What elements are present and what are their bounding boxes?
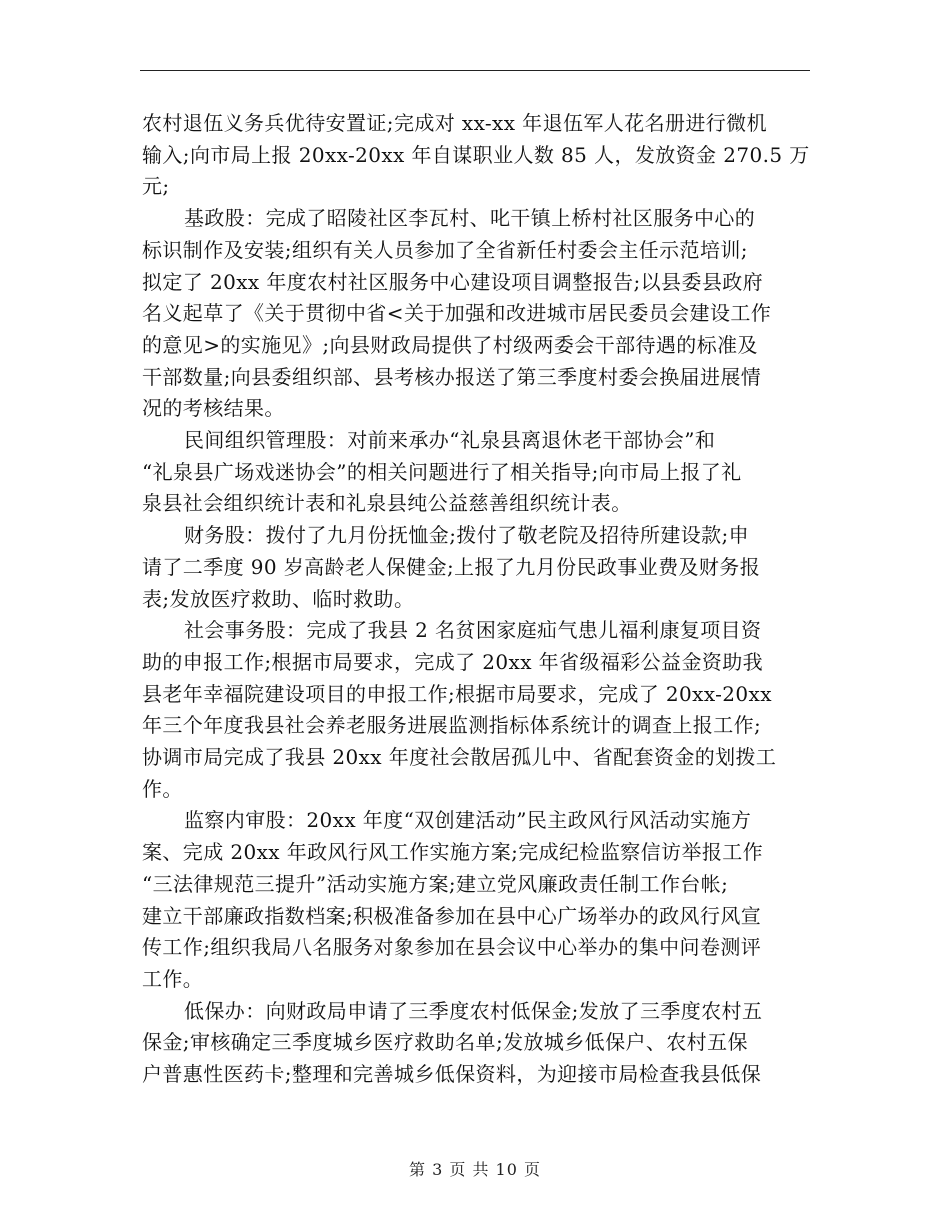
paragraph-shehui bbox=[142, 615, 812, 805]
text-line: 名义起草了《关于贯彻中省<关于加强和改进城市居民委员会建设工作 bbox=[142, 301, 772, 326]
page-footer bbox=[0, 1157, 950, 1180]
text-line: 保金;审核确定三季度城乡医疗救助名单;发放城乡低保户、农村五保 bbox=[142, 1030, 748, 1055]
text-line: 社会事务股：完成了我县 2 名贫困家庭疝气患儿福利康复项目资 bbox=[184, 618, 762, 643]
text-line: 干部数量;向县委组织部、县考核办报送了第三季度村委会换届进展情 bbox=[142, 364, 762, 389]
text-line: 况的考核结果。 bbox=[142, 396, 285, 421]
paragraph-dibao bbox=[142, 996, 812, 1091]
page-number: 第 3 页 共 10 页 bbox=[409, 1160, 541, 1179]
text-line: 泉县社会组织统计表和礼泉县纯公益慈善组织统计表。 bbox=[142, 491, 632, 516]
text-line: 的意见>的实施见》;向县财政局提供了村级两委会干部待遇的标准及 bbox=[142, 332, 758, 357]
text-line: 输入;向市局上报 20xx-20xx 年自谋职业人数 85 人，发放资金 270.5 万 bbox=[142, 142, 810, 167]
paragraph-caiwu bbox=[142, 520, 812, 615]
text-line: 助的申报工作;根据市局要求，完成了 20xx 年省级福彩公益金资助我 bbox=[142, 649, 764, 674]
text-line: 监察内审股：20xx 年度“双创建活动”民主政风行风活动实施方 bbox=[184, 808, 752, 833]
text-line: 民间组织管理股：对前来承办“礼泉县离退休老干部协会”和 bbox=[184, 428, 716, 453]
header-rule bbox=[140, 70, 810, 71]
text-line: 财务股：拨付了九月份抚恤金;拨付了敬老院及招待所建设款;申 bbox=[184, 523, 750, 548]
text-line: 表;发放医疗救助、临时救助。 bbox=[142, 586, 415, 611]
text-line: 标识制作及安装;组织有关人员参加了全省新任村委会主任示范培训; bbox=[142, 237, 748, 262]
paragraph-jizheng bbox=[142, 203, 812, 425]
text-line: 户普惠性医药卡;整理和完善城乡低保资料，为迎接市局检查我县低保 bbox=[142, 1062, 762, 1087]
text-line: 案、完成 20xx 年政风行风工作实施方案;完成纪检监察信访举报工作 bbox=[142, 840, 764, 865]
text-line: 请了二季度 90 岁高龄老人保健金;上报了九月份民政事业费及财务报 bbox=[142, 554, 761, 579]
text-line: “三法律规范三提升”活动实施方案;建立党风廉政责任制工作台帐; bbox=[142, 871, 729, 896]
text-line: 协调市局完成了我县 20xx 年度社会散居孤儿中、省配套资金的划拨工 bbox=[142, 745, 777, 770]
text-line: 低保办：向财政局申请了三季度农村低保金;发放了三季度农村五 bbox=[184, 998, 763, 1023]
text-line: 工作。 bbox=[142, 966, 204, 991]
document-body bbox=[142, 108, 812, 1091]
text-line: 拟定了 20xx 年度农村社区服务中心建设项目调整报告;以县委县政府 bbox=[142, 269, 764, 294]
text-line: 年三个年度我县社会养老服务进展监测指标体系统计的调查上报工作; bbox=[142, 713, 762, 738]
text-line: 作。 bbox=[142, 776, 183, 801]
paragraph-intro bbox=[142, 108, 812, 203]
text-line: 元; bbox=[142, 174, 170, 199]
paragraph-jiancha bbox=[142, 805, 812, 995]
text-line: 农村退伍义务兵优待安置证;完成对 xx-xx 年退伍军人花名册进行微机 bbox=[142, 111, 767, 135]
text-line: 基政股：完成了昭陵社区李瓦村、叱干镇上桥村社区服务中心的 bbox=[184, 206, 756, 231]
text-line: 县老年幸福院建设项目的申报工作;根据市局要求，完成了 20xx-20xx bbox=[142, 681, 772, 706]
text-line: “礼泉县广场戏迷协会”的相关问题进行了相关指导;向市局上报了礼 bbox=[142, 459, 742, 484]
text-line: 建立干部廉政指数档案;积极准备参加在县中心广场举办的政风行风宣 bbox=[142, 903, 762, 928]
paragraph-minjian bbox=[142, 425, 812, 520]
text-line: 传工作;组织我局八名服务对象参加在县会议中心举办的集中问卷测评 bbox=[142, 935, 762, 960]
